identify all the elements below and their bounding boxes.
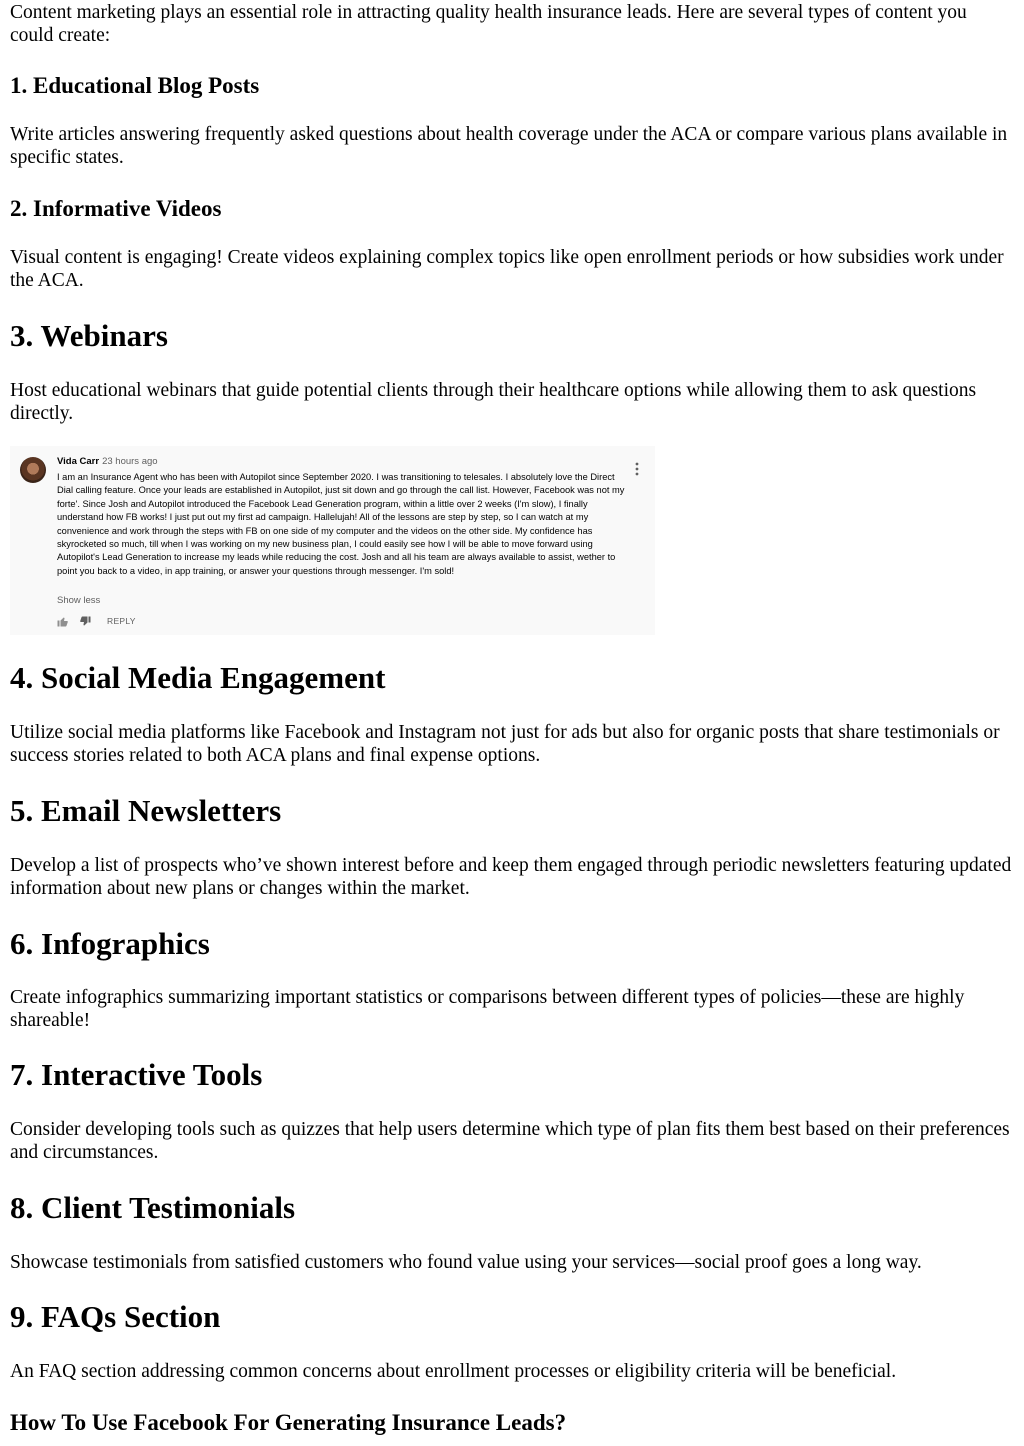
paragraph-faqs: An FAQ section addressing common concerns about enrollment processes or eligibility criteria will be beneficial. — [10, 1361, 897, 1382]
comment-author-name[interactable]: Vida Carr — [57, 456, 100, 467]
heading-blog-posts: 1. Educational Blog Posts — [10, 73, 260, 98]
heading-faqs: 9. FAQs Section — [10, 1299, 221, 1334]
comment-actions — [57, 614, 136, 628]
heading-webinars: 3. Webinars — [10, 318, 168, 353]
reply-button[interactable]: REPLY — [107, 616, 136, 626]
comment-timestamp[interactable]: 23 hours ago — [102, 456, 158, 467]
paragraph-webinars: Host educational webinars that guide potential clients through their healthcare options while allowing them to ask questions directly. — [10, 380, 977, 424]
thumbs-down-icon[interactable] — [79, 616, 91, 627]
heading-social-media: 4. Social Media Engagement — [10, 660, 386, 695]
comment-card — [10, 446, 655, 635]
paragraph-client-testimonials: Showcase testimonials from satisfied customers who found value using your services—social proof goes a long way. — [10, 1252, 922, 1273]
paragraph-social-media: Utilize social media platforms like Facebook and Instagram not just for ads but also for organic posts that share testimonials or success stories related to both ACA plans and final expense options. — [10, 722, 1000, 766]
more-vert-icon[interactable] — [635, 462, 639, 476]
paragraph-videos: Visual content is engaging! Create videos explaining complex topics like open enrollment periods or how subsidies work under the ACA. — [10, 247, 1004, 291]
heading-interactive-tools: 7. Interactive Tools — [10, 1057, 263, 1092]
heading-email-newsletters: 5. Email Newsletters — [10, 793, 282, 828]
paragraph-infographics: Create infographics summarizing important statistics or comparisons between different types of policies—these are highly shareable! — [10, 987, 965, 1031]
paragraph-blog-posts: Write articles answering frequently asked questions about health coverage under the ACA or compare various plans available in specific states. — [10, 124, 1008, 168]
comment-author[interactable] — [57, 456, 158, 467]
heading-facebook-leads: How To Use Facebook For Generating Insurance Leads? — [10, 1410, 567, 1435]
heading-videos: 2. Informative Videos — [10, 196, 222, 221]
paragraph-interactive-tools: Consider developing tools such as quizzes that help users determine which type of plan fits them best based on their preferences and circumstances. — [10, 1119, 1010, 1163]
comment-body: I am an Insurance Agent who has been with Autopilot since September 2020. I was transitioning to telesales. I absolutely love the Direct Dial calling feature. Once your leads are established in Autopilot, just sit down and go through the call list. However, Facebook was not my forte'. Since Josh and Autopilot introduced the Facebook Lead Generation program, within a little over 2 weeks (I'm slow), I finally understand how FB works! I just put out my first ad campaign. Hallelujah! All of the lessons are step by step, so I can watch at my convenience and work through the steps with FB on one side of my computer and the videos on the other side. My confidence has skyrocketed so much, till when I was working on my new business plan, I could easily see how I will be able to move forward using Autopilot's Lead Generation to increase my leads while reducing the cost. Josh and all his team are always available to assist, wether to point you back to a video, in app training, or answer your questions through messenger. I'm sold! — [57, 472, 625, 576]
paragraph-email-newsletters: Develop a list of prospects who’ve shown interest before and keep them engaged through periodic newsletters featuring updated information about new plans or changes within the market. — [10, 855, 1012, 899]
show-less-link[interactable]: Show less — [57, 595, 101, 606]
heading-infographics: 6. Infographics — [10, 926, 210, 961]
avatar[interactable] — [20, 457, 46, 483]
heading-client-testimonials: 8. Client Testimonials — [10, 1190, 296, 1225]
thumbs-up-icon[interactable] — [57, 616, 69, 627]
intro-paragraph: Content marketing plays an essential role in attracting quality health insurance leads. Here are several types of content you could create: — [10, 2, 967, 46]
